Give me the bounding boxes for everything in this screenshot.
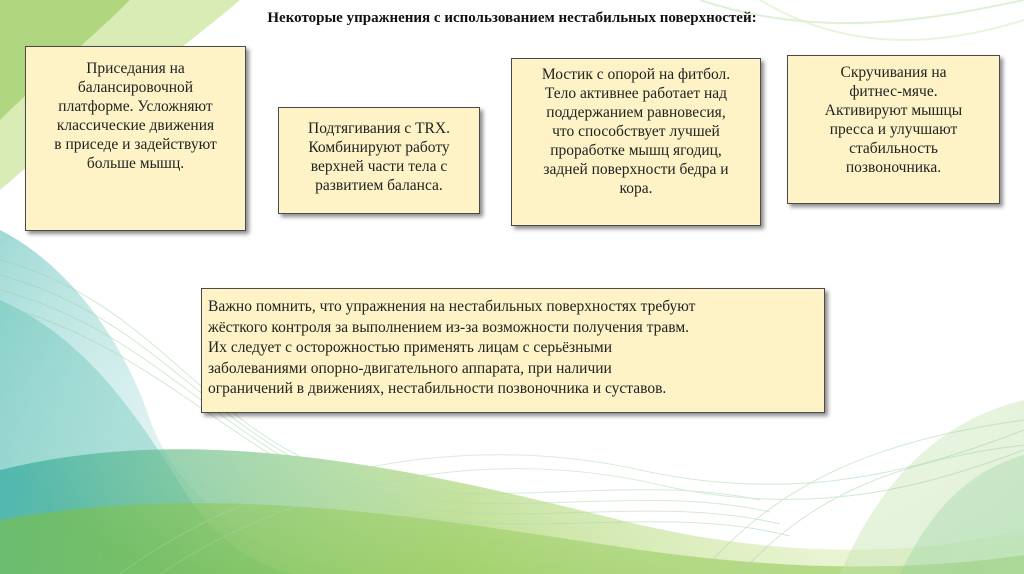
card-line: больше мышц.	[86, 155, 185, 172]
exercise-card-bridge	[511, 58, 761, 226]
card-line: задней поверхности бедра и	[543, 161, 729, 178]
card-line: пресса и улучшают	[829, 121, 958, 138]
card-line: Комбинируют работу	[308, 139, 450, 156]
card-line: фитнес-мяче.	[849, 83, 938, 100]
slide-title: Некоторые упражнения с использованием нестабильных поверхностей:	[267, 10, 757, 26]
note-line: Их следует с осторожностью применять лицам с серьёзными	[208, 339, 612, 356]
card-line: проработке мышц ягодиц,	[550, 142, 722, 159]
note-line: жёсткого контроля за выполнением из-за возможности получения травм.	[208, 318, 690, 336]
card-line: Приседания на	[86, 60, 185, 77]
card-line: классические движения	[56, 117, 215, 134]
card-line: Подтягивания с TRX.	[308, 120, 450, 137]
card-line: позвоночника.	[845, 159, 942, 176]
card-line: развитием баланса.	[315, 177, 443, 194]
card-line: стабильность	[849, 140, 938, 157]
card-line: в приседе и задействуют	[54, 136, 217, 153]
card-line: кора.	[619, 180, 653, 197]
card-line: что способствует лучшей	[552, 123, 720, 140]
exercise-card-crunches	[787, 55, 1000, 204]
card-line: Активируют мышцы	[824, 102, 963, 119]
exercise-card-trx	[278, 107, 480, 214]
warning-note-card	[201, 288, 825, 413]
exercise-card-squats	[25, 46, 246, 231]
card-line: Скручивания на	[840, 64, 947, 81]
card-line: платформе. Усложняют	[58, 98, 213, 115]
card-line: Тело активнее работает над	[544, 85, 728, 102]
note-line: Важно помнить, что упражнения на нестабильных поверхностях требуют	[208, 298, 696, 315]
card-line: поддержанием равновесия,	[546, 104, 726, 121]
note-line: заболеваниями опорно-двигательного аппарата, при наличии	[208, 359, 612, 377]
card-line: верхней части тела с	[310, 158, 448, 175]
card-line: Мостик с опорой на фитбол.	[541, 66, 731, 83]
note-line: ограничений в движениях, нестабильности позвоночника и суставов.	[208, 380, 667, 397]
card-line: балансировочной	[77, 79, 194, 96]
